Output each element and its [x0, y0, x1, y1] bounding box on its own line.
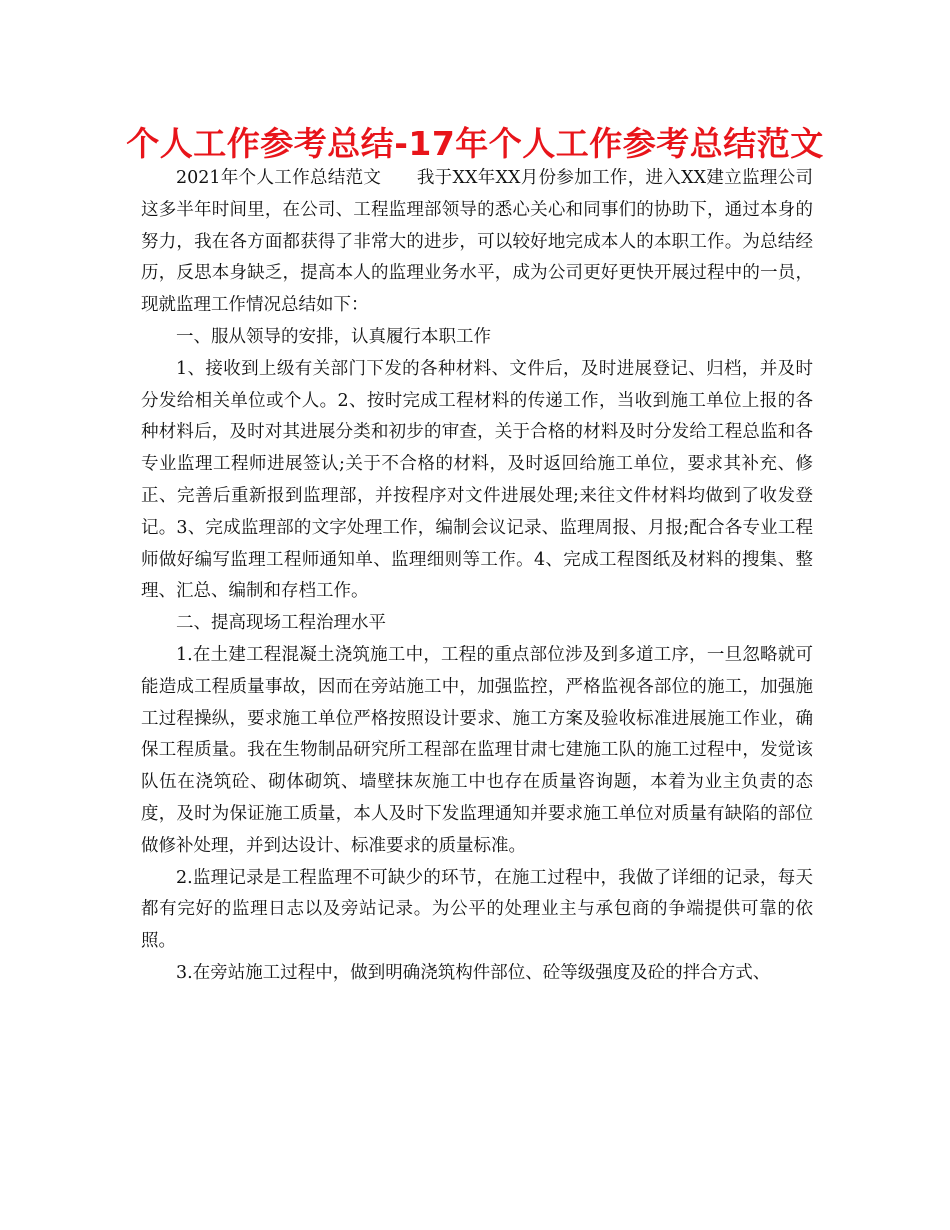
section-heading-1: 一、服从领导的安排，认真履行本职工作 — [176, 326, 491, 347]
paragraph-intro: 2021年个人工作总结范文 我于XX年XX月份参加工作，进入XX建立监理公司这多半年时间里，在公司、工程监理部领导的悉心关心和同事们的协助下，通过本身的努力，我在各方面都获得了非常大的进步，可以较好地完成本人的本职工作。为总结经历，反思本身缺乏，提高本人的监理业务水平，成为公司更好更快开展过程中的一员，现就监理工作情况总结如下： — [141, 168, 813, 316]
paragraph-item-1: 1.在土建工程混凝土浇筑施工中，工程的重点部位涉及到多道工序，一旦忽略就可能造成工程质量事故，因而在旁站施工中，加强监控，严格监视各部位的施工，加强施工过程操纵，要求施工单位严格按照设计要求、施工方案及验收标准进展施工作业，确保工程质量。我在生物制品研究所工程部在监理甘肃七建施工队的施工过程中，发觉该队伍在浇筑砼、砌体砌筑、墙壁抹灰施工中也存在质量咨询题，本着为业主负责的态度，及时为保证施工质量，本人及时下发监理通知并要求施工单位对质量有缺陷的部位做修补处理，并到达设计、标准要求的质量标准。 — [141, 644, 813, 856]
section-heading-2: 二、提高现场工程治理水平 — [176, 613, 386, 634]
paragraph-section-1: 1、接收到上级有关部门下发的各种材料、文件后，及时进展登记、归档，并及时分发给相关单位或个人。2、按时完成工程材料的传递工作，当收到施工单位上报的各种材料后，及时对其进展分类和初步的审查，关于合格的材料及时分发给工程总监和各专业监理工程师进展签认;关于不合格的材料，及时返回给施工单位，要求其补充、修正、完善后重新报到监理部，并按程序对文件进展处理;来往文件材料均做到了收发登记。3、完成监理部的文字处理工作，编制会议记录、监理周报、月报;配合各专业工程师做好编写监理工程师通知单、监理细则等工作。4、完成工程图纸及材料的搜集、整理、汇总、编制和存档工作。 — [141, 358, 813, 602]
paragraph-item-2: 2.监理记录是工程监理不可缺少的环节，在施工过程中，我做了详细的记录，每天都有完好的监理日志以及旁站记录。为公平的处理业主与承包商的争端提供可靠的依照。 — [141, 867, 813, 952]
document-title: 个人工作参考总结-17年个人工作参考总结范文 — [126, 124, 824, 163]
paragraph-item-3: 3.在旁站施工过程中，做到明确浇筑构件部位、砼等级强度及砼的拌合方式、 — [176, 962, 771, 983]
document-body — [141, 163, 813, 990]
